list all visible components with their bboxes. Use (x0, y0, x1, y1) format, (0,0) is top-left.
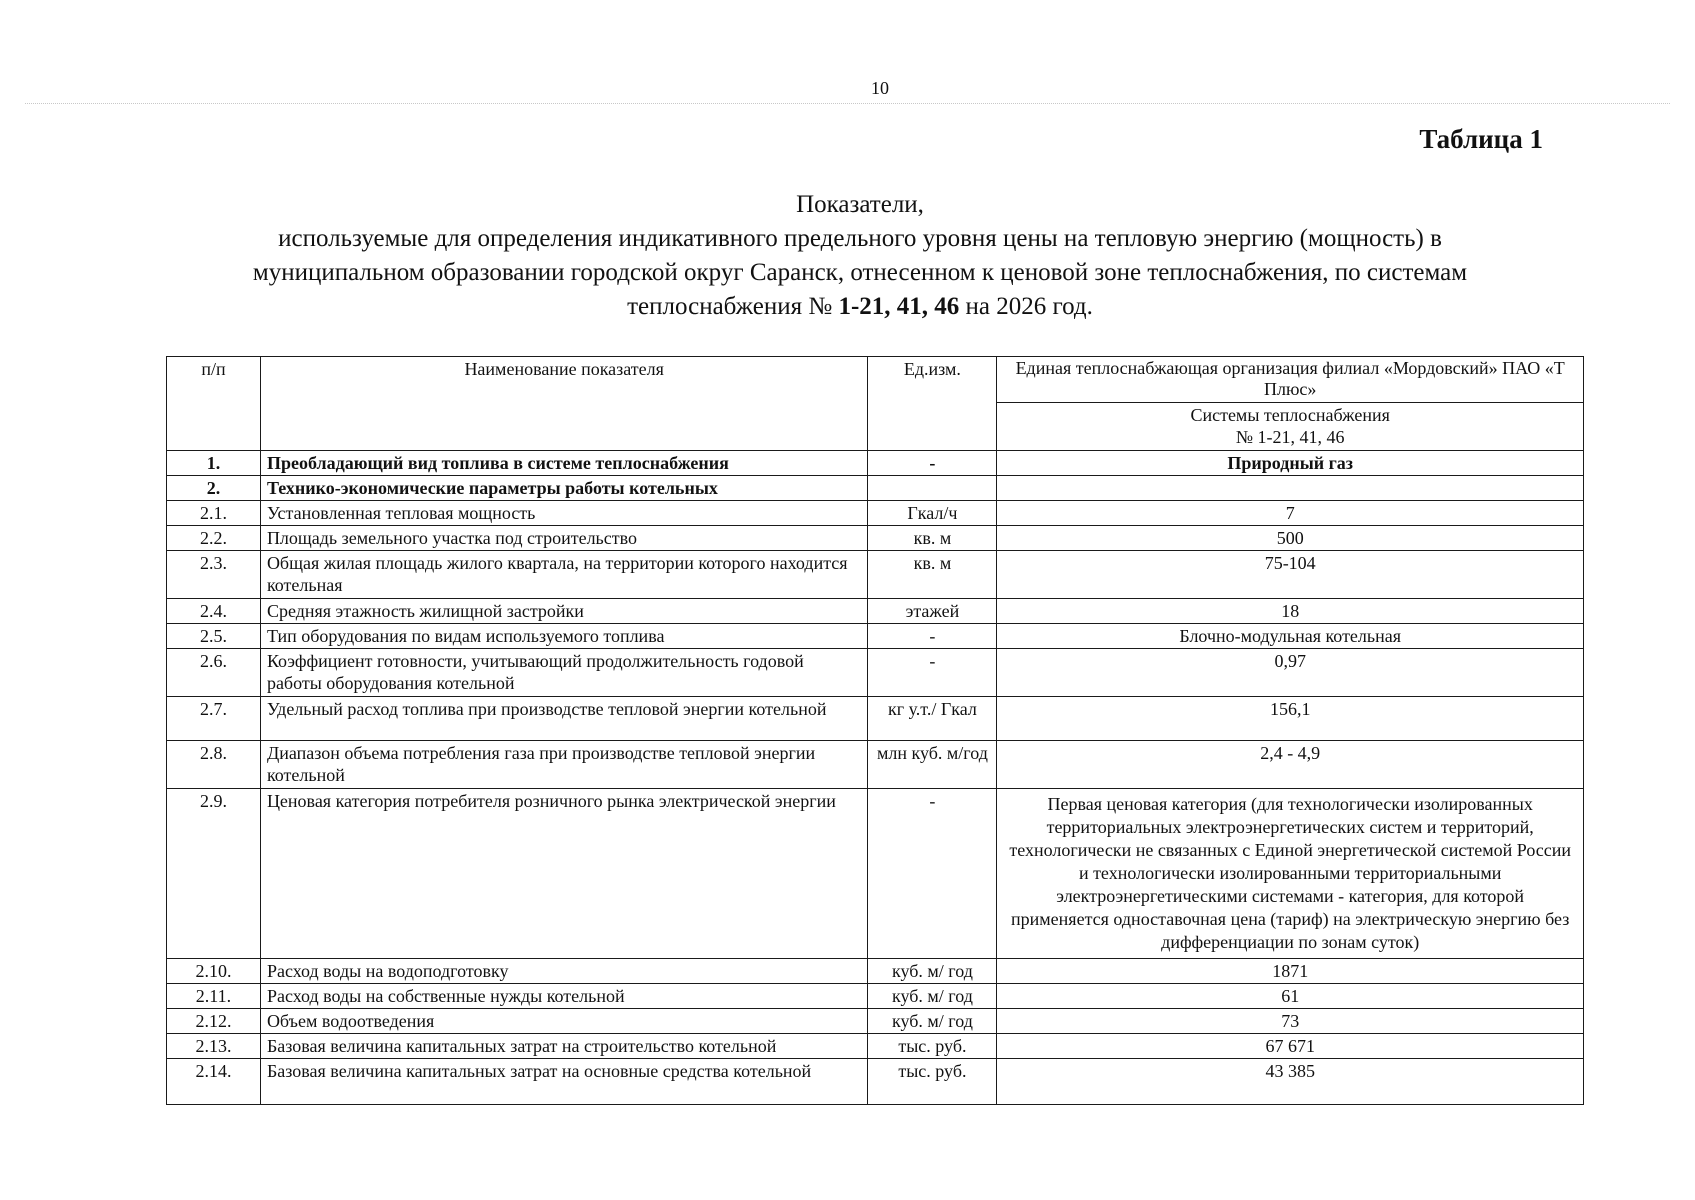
row-number: 2.6. (167, 649, 261, 697)
row-indicator-name: Общая жилая площадь жилого квартала, на территории которого находится котельная (260, 551, 868, 599)
row-value: 75-104 (997, 551, 1584, 599)
row-indicator-name: Площадь земельного участка под строительство (260, 526, 868, 551)
table-row (167, 551, 1584, 599)
row-unit: - (868, 624, 997, 649)
row-number: 2.9. (167, 789, 261, 959)
row-indicator-name: Удельный расход топлива при производстве тепловой энергии котельной (260, 697, 868, 741)
heading-line-4 (150, 290, 1570, 324)
table-row (167, 624, 1584, 649)
row-indicator-name: Расход воды на водоподготовку (260, 959, 868, 984)
row-indicator-name: Базовая величина капитальных затрат на основные средства котельной (260, 1059, 868, 1105)
row-value (997, 476, 1584, 501)
header-heat-systems (997, 403, 1584, 451)
row-unit (868, 476, 997, 501)
heading-system-numbers: 1-21, 41, 46 (838, 293, 960, 320)
header-organization: Единая теплоснабжающая организация филиал «Мордовский» ПАО «Т Плюс» (997, 357, 1584, 403)
row-value: 156,1 (997, 697, 1584, 741)
row-value: Блочно-модульная котельная (997, 624, 1584, 649)
row-indicator-name: Базовая величина капитальных затрат на строительство котельной (260, 1034, 868, 1059)
row-indicator-name: Диапазон объема потребления газа при производстве тепловой энергии котельной (260, 741, 868, 789)
row-indicator-name: Тип оборудования по видам используемого топлива (260, 624, 868, 649)
row-unit: тыс. руб. (868, 1034, 997, 1059)
page-number: 10 (871, 78, 889, 98)
row-unit: куб. м/ год (868, 959, 997, 984)
heading-line-4-suffix: на 2026 год. (959, 293, 1093, 320)
row-value: 2,4 - 4,9 (997, 741, 1584, 789)
row-unit: этажей (868, 599, 997, 624)
row-number: 2.5. (167, 624, 261, 649)
row-number: 2.4. (167, 599, 261, 624)
table-row (167, 1059, 1584, 1105)
header-unit: Ед.изм. (868, 357, 997, 451)
table-row (167, 526, 1584, 551)
row-value: Первая ценовая категория (для технологически изолированных территориальных электроэнергетических систем и территорий, технологически не связанных с Единой энергетической системой России и технологически изолированными территориальными электроэнергетическими системами - категория, для которой применяется одноставочная цена (тариф) на электрическую энергию без дифференциации по зонам суток) (997, 789, 1584, 959)
row-value: Природный газ (997, 451, 1584, 476)
row-value: 500 (997, 526, 1584, 551)
table-row (167, 649, 1584, 697)
row-number: 1. (167, 451, 261, 476)
table-row (167, 501, 1584, 526)
row-unit: кв. м (868, 551, 997, 599)
table-label: Таблица 1 (1419, 124, 1543, 154)
row-indicator-name: Преобладающий вид топлива в системе теплоснабжения (260, 451, 868, 476)
row-number: 2.11. (167, 984, 261, 1009)
document-heading (150, 188, 1570, 324)
table-body (167, 451, 1584, 1105)
header-systems-line-1: Системы теплоснабжения (1190, 405, 1390, 425)
row-number: 2.12. (167, 1009, 261, 1034)
row-unit: млн куб. м/год (868, 741, 997, 789)
table-row (167, 697, 1584, 741)
row-number: 2.2. (167, 526, 261, 551)
heading-line-2: используемые для определения индикативного предельного уровня цены на тепловую энергию (мощность) в (278, 225, 1442, 252)
row-value: 18 (997, 599, 1584, 624)
table-row (167, 789, 1584, 959)
row-indicator-name: Технико-экономические параметры работы котельных (260, 476, 868, 501)
row-indicator-name: Расход воды на собственные нужды котельной (260, 984, 868, 1009)
row-value: 67 671 (997, 1034, 1584, 1059)
row-value: 1871 (997, 959, 1584, 984)
header-number: п/п (167, 357, 261, 451)
row-number: 2.8. (167, 741, 261, 789)
heading-line-1: Показатели, (796, 191, 924, 218)
heading-line-4-prefix: теплоснабжения № (627, 293, 839, 320)
row-unit: - (868, 649, 997, 697)
row-number: 2.3. (167, 551, 261, 599)
row-value: 73 (997, 1009, 1584, 1034)
row-indicator-name: Объем водоотведения (260, 1009, 868, 1034)
header-indicator-name: Наименование показателя (260, 357, 868, 451)
row-unit: - (868, 789, 997, 959)
table-row (167, 1009, 1584, 1034)
row-unit: Гкал/ч (868, 501, 997, 526)
indicators-table (166, 356, 1584, 1105)
row-number: 2.10. (167, 959, 261, 984)
row-number: 2.13. (167, 1034, 261, 1059)
row-number: 2.7. (167, 697, 261, 741)
row-indicator-name: Ценовая категория потребителя розничного рынка электрической энергии (260, 789, 868, 959)
table-row (167, 451, 1584, 476)
scan-artifact-line (25, 103, 1670, 104)
row-unit: - (868, 451, 997, 476)
row-value: 43 385 (997, 1059, 1584, 1105)
row-value: 7 (997, 501, 1584, 526)
row-number: 2. (167, 476, 261, 501)
row-number: 2.14. (167, 1059, 261, 1105)
table-row (167, 1034, 1584, 1059)
row-number: 2.1. (167, 501, 261, 526)
table-row (167, 741, 1584, 789)
table-row (167, 984, 1584, 1009)
table-row (167, 476, 1584, 501)
row-indicator-name: Установленная тепловая мощность (260, 501, 868, 526)
row-value: 61 (997, 984, 1584, 1009)
row-unit: куб. м/ год (868, 984, 997, 1009)
row-indicator-name: Средняя этажность жилищной застройки (260, 599, 868, 624)
table-row (167, 599, 1584, 624)
row-unit: кв. м (868, 526, 997, 551)
header-systems-line-2: № 1-21, 41, 46 (1235, 427, 1345, 447)
row-unit: куб. м/ год (868, 1009, 997, 1034)
row-value: 0,97 (997, 649, 1584, 697)
row-unit: кг у.т./ Гкал (868, 697, 997, 741)
heading-line-3: муниципальном образовании городской округ Саранск, отнесенном к ценовой зоне теплоснабжения, по системам (252, 259, 1468, 286)
table-row (167, 959, 1584, 984)
row-unit: тыс. руб. (868, 1059, 997, 1105)
row-indicator-name: Коэффициент готовности, учитывающий продолжительность годовой работы оборудования котельной (260, 649, 868, 697)
